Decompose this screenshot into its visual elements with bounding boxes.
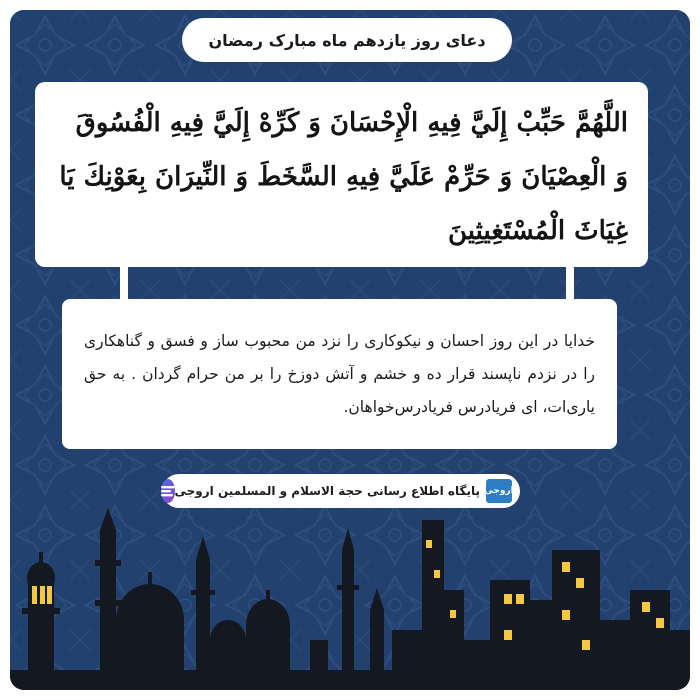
mosque-skyline-silhouette xyxy=(10,490,690,690)
site-logo-icon xyxy=(486,479,512,503)
persian-translation-card xyxy=(62,299,617,449)
page-title xyxy=(182,18,512,62)
site-logo-text: اروجی xyxy=(484,486,514,496)
arabic-prayer-text: اللَّهُمَّ حَبِّبْ إِلَيَّ فِيهِ الْإِحْسَانَ وَ كَرِّهْ إِلَيَّ فِيهِ الْفُسُوقَ وَ الْعِصْيَانَ وَ حَرِّمْ عَلَيَّ فِيهِ السَّخَطَ وَ النِّيرَانَ بِعَوْنِكَ يَا غِيَاثَ الْمُسْتَغِيثِينَ xyxy=(59,108,628,246)
card-connector-left xyxy=(120,265,128,303)
app-logo-icon xyxy=(161,479,175,503)
arabic-prayer-card xyxy=(35,82,648,267)
title-text: دعای روز یازدهم ماه مبارک رمضان xyxy=(208,30,486,50)
chat-lines-icon xyxy=(161,485,175,497)
footer-site-group xyxy=(175,479,513,503)
card-connector-right xyxy=(566,265,574,303)
persian-translation-text: خدایا در این روز احسان و نیکوکاری را نزد من محبوب ساز و فسق و گناهکاری را در نزدم ناپسند قرار ده و خشم و آتش دوزخ را بر من حرام گردان . به حق یاری‌ات، ای فریادرس فریادرس‌خواهان. xyxy=(84,332,595,416)
footer-site-name: پایگاه اطلاع رسانی حجة الاسلام و المسلمین اروجی xyxy=(174,484,480,498)
footer-badge xyxy=(162,474,520,508)
